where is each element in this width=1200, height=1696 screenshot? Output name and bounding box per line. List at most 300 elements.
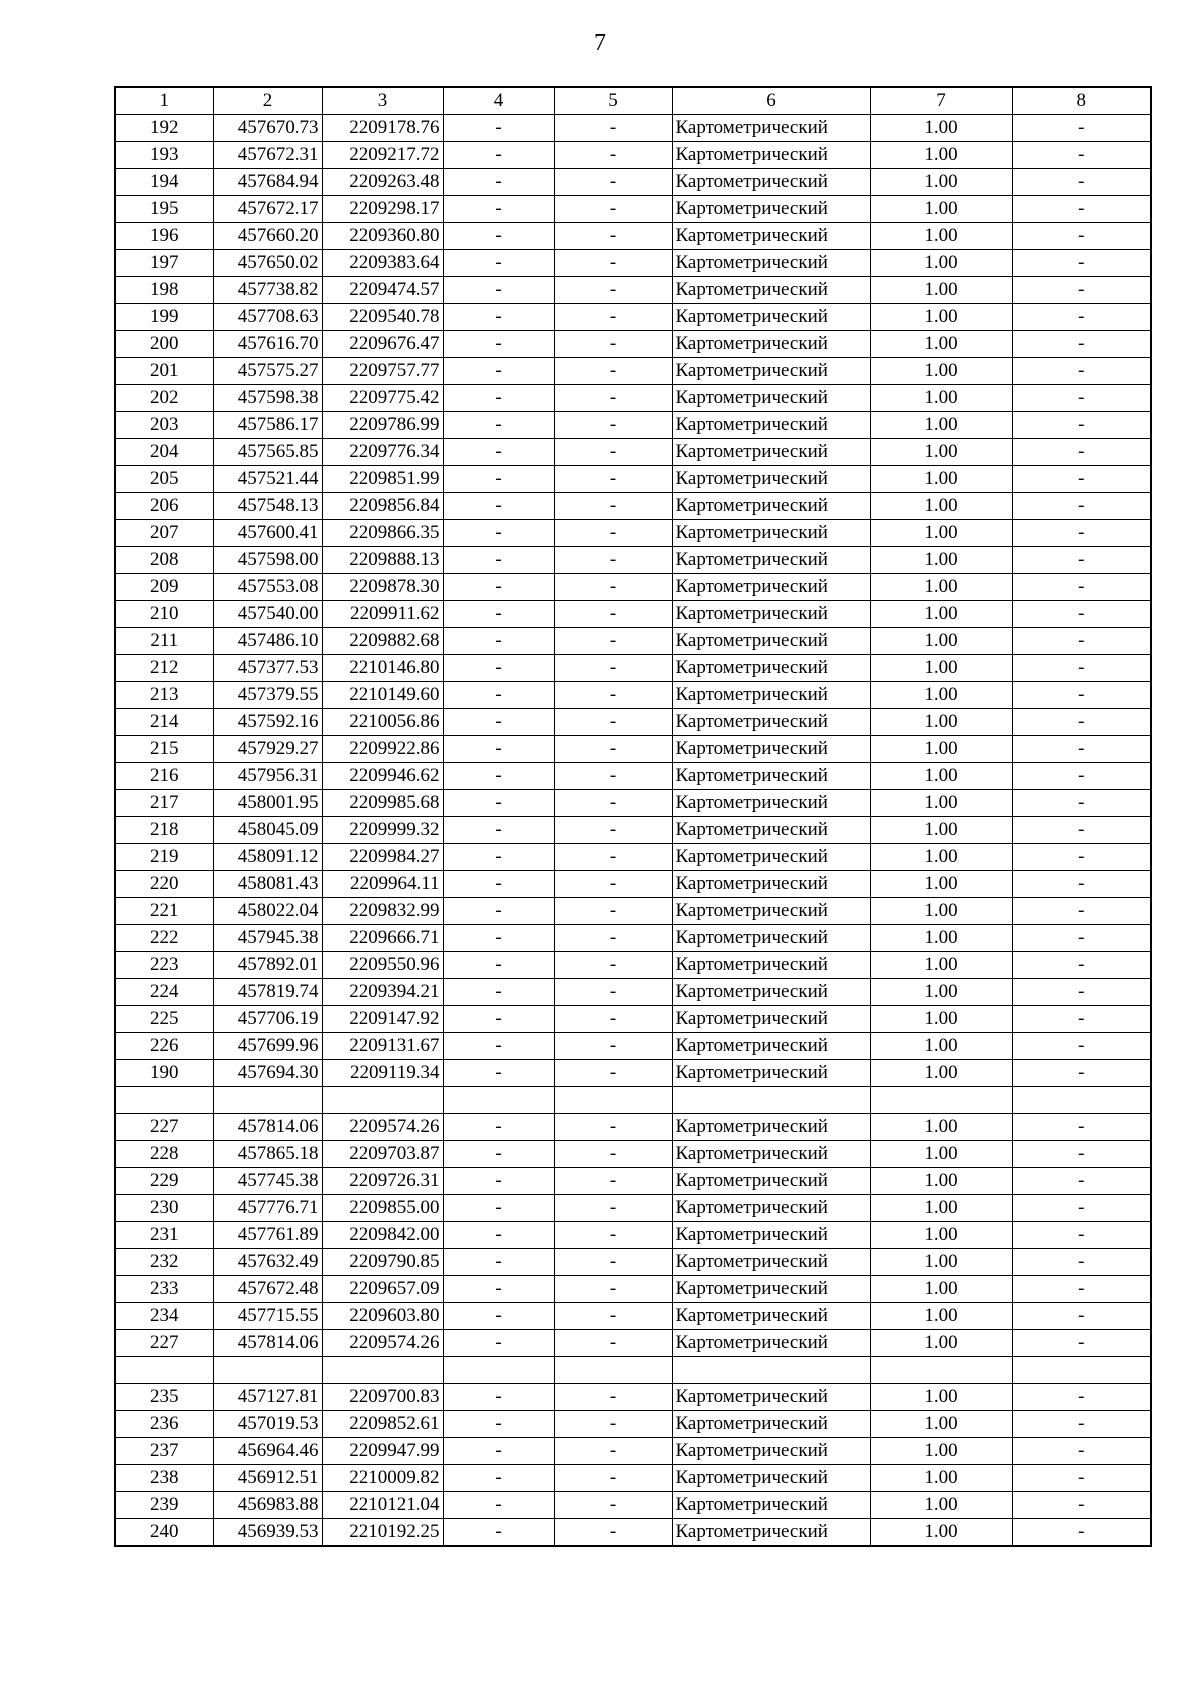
column-8-cell: - xyxy=(1012,1060,1151,1087)
y-coordinate-cell: 2209878.30 xyxy=(322,574,443,601)
precision-cell: 1.00 xyxy=(870,493,1012,520)
x-coordinate-cell: 457706.19 xyxy=(213,1006,322,1033)
precision-cell: 1.00 xyxy=(870,1060,1012,1087)
column-5-cell: - xyxy=(554,1060,672,1087)
column-8-cell: - xyxy=(1012,709,1151,736)
point-number-cell: 207 xyxy=(115,520,213,547)
column-8-cell: - xyxy=(1012,466,1151,493)
precision-cell: 1.00 xyxy=(870,979,1012,1006)
x-coordinate-cell: 457694.30 xyxy=(213,1060,322,1087)
point-number-cell: 226 xyxy=(115,1033,213,1060)
y-coordinate-cell: 2210121.04 xyxy=(322,1492,443,1519)
x-coordinate-cell: 457684.94 xyxy=(213,169,322,196)
x-coordinate-cell: 458022.04 xyxy=(213,898,322,925)
table-row xyxy=(115,331,1151,358)
column-4-cell: - xyxy=(443,844,554,871)
point-number-cell: 224 xyxy=(115,979,213,1006)
column-4-cell: - xyxy=(443,1384,554,1411)
precision-cell: 1.00 xyxy=(870,196,1012,223)
table-row xyxy=(115,439,1151,466)
column-5-cell: - xyxy=(554,1141,672,1168)
x-coordinate-cell xyxy=(213,1357,322,1384)
table-row xyxy=(115,1114,1151,1141)
table-row xyxy=(115,979,1151,1006)
y-coordinate-cell: 2209147.92 xyxy=(322,1006,443,1033)
table-row xyxy=(115,682,1151,709)
table-row xyxy=(115,1438,1151,1465)
column-8-cell: - xyxy=(1012,574,1151,601)
column-5-cell: - xyxy=(554,1303,672,1330)
column-4-cell: - xyxy=(443,1330,554,1357)
y-coordinate-cell: 2209119.34 xyxy=(322,1060,443,1087)
y-coordinate-cell: 2209550.96 xyxy=(322,952,443,979)
point-number-cell: 198 xyxy=(115,277,213,304)
y-coordinate-cell: 2209775.42 xyxy=(322,385,443,412)
point-number-cell: 219 xyxy=(115,844,213,871)
column-8-cell: - xyxy=(1012,1492,1151,1519)
method-cell: Картометрический xyxy=(672,952,870,979)
column-4-cell: - xyxy=(443,736,554,763)
y-coordinate-cell: 2210009.82 xyxy=(322,1465,443,1492)
column-5-cell: - xyxy=(554,1465,672,1492)
x-coordinate-cell: 457586.17 xyxy=(213,412,322,439)
y-coordinate-cell: 2210056.86 xyxy=(322,709,443,736)
x-coordinate-cell: 458045.09 xyxy=(213,817,322,844)
x-coordinate-cell: 456939.53 xyxy=(213,1519,322,1547)
column-5-cell: - xyxy=(554,1384,672,1411)
precision-cell xyxy=(870,1357,1012,1384)
y-coordinate-cell: 2210192.25 xyxy=(322,1519,443,1547)
method-cell: Картометрический xyxy=(672,1465,870,1492)
method-cell: Картометрический xyxy=(672,979,870,1006)
precision-cell: 1.00 xyxy=(870,871,1012,898)
table-row xyxy=(115,1276,1151,1303)
method-cell: Картометрический xyxy=(672,790,870,817)
method-cell: Картометрический xyxy=(672,169,870,196)
x-coordinate-cell: 456983.88 xyxy=(213,1492,322,1519)
column-8-cell: - xyxy=(1012,898,1151,925)
precision-cell xyxy=(870,1087,1012,1114)
column-8-cell: - xyxy=(1012,736,1151,763)
y-coordinate-cell: 2209984.27 xyxy=(322,844,443,871)
x-coordinate-cell: 457553.08 xyxy=(213,574,322,601)
method-cell: Картометрический xyxy=(672,1222,870,1249)
column-8-cell: - xyxy=(1012,223,1151,250)
column-8-cell: - xyxy=(1012,655,1151,682)
precision-cell: 1.00 xyxy=(870,1195,1012,1222)
precision-cell: 1.00 xyxy=(870,1222,1012,1249)
column-5-cell: - xyxy=(554,979,672,1006)
column-4-cell: - xyxy=(443,439,554,466)
column-4-cell: - xyxy=(443,1114,554,1141)
column-4-cell: - xyxy=(443,1519,554,1547)
method-cell: Картометрический xyxy=(672,1411,870,1438)
y-coordinate-cell: 2209882.68 xyxy=(322,628,443,655)
y-coordinate-cell: 2209856.84 xyxy=(322,493,443,520)
column-5-cell: - xyxy=(554,871,672,898)
x-coordinate-cell: 457598.00 xyxy=(213,547,322,574)
method-cell: Картометрический xyxy=(672,1060,870,1087)
column-8-cell: - xyxy=(1012,952,1151,979)
method-cell: Картометрический xyxy=(672,763,870,790)
column-4-cell: - xyxy=(443,1249,554,1276)
column-8-cell: - xyxy=(1012,601,1151,628)
y-coordinate-cell: 2209946.62 xyxy=(322,763,443,790)
table-row xyxy=(115,898,1151,925)
x-coordinate-cell: 457521.44 xyxy=(213,466,322,493)
x-coordinate-cell: 456964.46 xyxy=(213,1438,322,1465)
table-row xyxy=(115,196,1151,223)
table-row xyxy=(115,1384,1151,1411)
precision-cell: 1.00 xyxy=(870,925,1012,952)
table-row xyxy=(115,1465,1151,1492)
column-4-cell: - xyxy=(443,1222,554,1249)
precision-cell: 1.00 xyxy=(870,1438,1012,1465)
table-row xyxy=(115,601,1151,628)
table-row xyxy=(115,1519,1151,1547)
point-number-cell: 234 xyxy=(115,1303,213,1330)
column-4-cell: - xyxy=(443,277,554,304)
column-5-cell: - xyxy=(554,628,672,655)
table-row xyxy=(115,871,1151,898)
x-coordinate-cell: 457565.85 xyxy=(213,439,322,466)
precision-cell: 1.00 xyxy=(870,844,1012,871)
column-4-cell: - xyxy=(443,1276,554,1303)
point-number-cell: 223 xyxy=(115,952,213,979)
column-4-cell: - xyxy=(443,358,554,385)
table-row xyxy=(115,169,1151,196)
x-coordinate-cell: 457377.53 xyxy=(213,655,322,682)
column-8-cell: - xyxy=(1012,1195,1151,1222)
x-coordinate-cell: 457745.38 xyxy=(213,1168,322,1195)
y-coordinate-cell: 2209666.71 xyxy=(322,925,443,952)
column-4-cell: - xyxy=(443,628,554,655)
x-coordinate-cell: 457670.73 xyxy=(213,115,322,142)
point-number-cell: 195 xyxy=(115,196,213,223)
x-coordinate-cell: 457660.20 xyxy=(213,223,322,250)
column-5-cell: - xyxy=(554,493,672,520)
column-4-cell: - xyxy=(443,250,554,277)
column-5-cell: - xyxy=(554,331,672,358)
column-5-cell xyxy=(554,1357,672,1384)
method-cell: Картометрический xyxy=(672,1330,870,1357)
table-row xyxy=(115,952,1151,979)
point-number-cell: 194 xyxy=(115,169,213,196)
point-number-cell: 199 xyxy=(115,304,213,331)
table-row xyxy=(115,304,1151,331)
x-coordinate-cell: 457672.31 xyxy=(213,142,322,169)
y-coordinate-cell: 2209178.76 xyxy=(322,115,443,142)
column-4-cell: - xyxy=(443,547,554,574)
x-coordinate-cell: 457738.82 xyxy=(213,277,322,304)
precision-cell: 1.00 xyxy=(870,358,1012,385)
column-5-cell: - xyxy=(554,304,672,331)
point-number-cell: 211 xyxy=(115,628,213,655)
column-5-cell: - xyxy=(554,439,672,466)
column-5-cell: - xyxy=(554,790,672,817)
column-8-cell: - xyxy=(1012,115,1151,142)
method-cell: Картометрический xyxy=(672,1168,870,1195)
point-number-cell: 235 xyxy=(115,1384,213,1411)
column-5-cell: - xyxy=(554,466,672,493)
column-8-cell: - xyxy=(1012,1438,1151,1465)
column-5-cell: - xyxy=(554,1492,672,1519)
table-row xyxy=(115,655,1151,682)
table-row xyxy=(115,466,1151,493)
point-number-cell: 227 xyxy=(115,1330,213,1357)
y-coordinate-cell: 2209985.68 xyxy=(322,790,443,817)
x-coordinate-cell: 457616.70 xyxy=(213,331,322,358)
column-8-cell: - xyxy=(1012,844,1151,871)
precision-cell: 1.00 xyxy=(870,898,1012,925)
x-coordinate-cell: 457598.38 xyxy=(213,385,322,412)
column-4-cell: - xyxy=(443,1141,554,1168)
method-cell: Картометрический xyxy=(672,412,870,439)
point-number-cell: 233 xyxy=(115,1276,213,1303)
column-5-cell: - xyxy=(554,358,672,385)
column-4-cell: - xyxy=(443,1465,554,1492)
precision-cell: 1.00 xyxy=(870,1519,1012,1547)
y-coordinate-cell: 2209866.35 xyxy=(322,520,443,547)
precision-cell: 1.00 xyxy=(870,412,1012,439)
column-8-cell: - xyxy=(1012,682,1151,709)
column-4-cell: - xyxy=(443,520,554,547)
precision-cell: 1.00 xyxy=(870,277,1012,304)
column-4-cell: - xyxy=(443,682,554,709)
point-number-cell: 209 xyxy=(115,574,213,601)
y-coordinate-cell: 2209703.87 xyxy=(322,1141,443,1168)
table-row xyxy=(115,1357,1151,1384)
method-cell: Картометрический xyxy=(672,142,870,169)
precision-cell: 1.00 xyxy=(870,385,1012,412)
column-4-cell: - xyxy=(443,493,554,520)
method-cell: Картометрический xyxy=(672,1141,870,1168)
column-8-cell: - xyxy=(1012,196,1151,223)
method-cell: Картометрический xyxy=(672,277,870,304)
table-row xyxy=(115,817,1151,844)
precision-cell: 1.00 xyxy=(870,1276,1012,1303)
method-cell: Картометрический xyxy=(672,196,870,223)
method-cell: Картометрический xyxy=(672,439,870,466)
column-4-cell: - xyxy=(443,871,554,898)
y-coordinate-cell: 2209700.83 xyxy=(322,1384,443,1411)
column-header: 5 xyxy=(554,87,672,115)
y-coordinate-cell: 2209922.86 xyxy=(322,736,443,763)
table-row xyxy=(115,277,1151,304)
column-5-cell: - xyxy=(554,925,672,952)
point-number-cell: 229 xyxy=(115,1168,213,1195)
column-8-cell: - xyxy=(1012,358,1151,385)
column-header: 1 xyxy=(115,87,213,115)
column-5-cell: - xyxy=(554,682,672,709)
column-8-cell: - xyxy=(1012,817,1151,844)
x-coordinate-cell: 458001.95 xyxy=(213,790,322,817)
point-number-cell: 190 xyxy=(115,1060,213,1087)
point-number-cell xyxy=(115,1087,213,1114)
method-cell: Картометрический xyxy=(672,520,870,547)
column-4-cell: - xyxy=(443,196,554,223)
y-coordinate-cell: 2209131.67 xyxy=(322,1033,443,1060)
method-cell: Картометрический xyxy=(672,574,870,601)
method-cell: Картометрический xyxy=(672,1276,870,1303)
table-row xyxy=(115,1303,1151,1330)
method-cell: Картометрический xyxy=(672,331,870,358)
method-cell: Картометрический xyxy=(672,601,870,628)
column-5-cell: - xyxy=(554,223,672,250)
point-number-cell: 228 xyxy=(115,1141,213,1168)
column-8-cell: - xyxy=(1012,331,1151,358)
table-row xyxy=(115,1249,1151,1276)
method-cell: Картометрический xyxy=(672,1006,870,1033)
method-cell: Картометрический xyxy=(672,1492,870,1519)
column-header: 6 xyxy=(672,87,870,115)
precision-cell: 1.00 xyxy=(870,1006,1012,1033)
method-cell: Картометрический xyxy=(672,1249,870,1276)
point-number-cell: 218 xyxy=(115,817,213,844)
y-coordinate-cell: 2209832.99 xyxy=(322,898,443,925)
method-cell: Картометрический xyxy=(672,898,870,925)
x-coordinate-cell: 457540.00 xyxy=(213,601,322,628)
table-row xyxy=(115,1195,1151,1222)
column-8-cell: - xyxy=(1012,1168,1151,1195)
table-row xyxy=(115,844,1151,871)
point-number-cell: 204 xyxy=(115,439,213,466)
point-number-cell: 238 xyxy=(115,1465,213,1492)
table-row xyxy=(115,1411,1151,1438)
column-header: 2 xyxy=(213,87,322,115)
method-cell xyxy=(672,1357,870,1384)
column-4-cell: - xyxy=(443,1492,554,1519)
point-number-cell: 215 xyxy=(115,736,213,763)
coordinates-table xyxy=(114,86,1152,1547)
column-5-cell: - xyxy=(554,196,672,223)
method-cell: Картометрический xyxy=(672,655,870,682)
column-4-cell: - xyxy=(443,1195,554,1222)
column-header: 8 xyxy=(1012,87,1151,115)
method-cell: Картометрический xyxy=(672,817,870,844)
x-coordinate-cell: 457708.63 xyxy=(213,304,322,331)
precision-cell: 1.00 xyxy=(870,1141,1012,1168)
column-5-cell: - xyxy=(554,1330,672,1357)
column-8-cell: - xyxy=(1012,871,1151,898)
table-row xyxy=(115,358,1151,385)
page-number: 7 xyxy=(594,30,606,56)
column-8-cell: - xyxy=(1012,493,1151,520)
column-5-cell: - xyxy=(554,115,672,142)
column-4-cell: - xyxy=(443,412,554,439)
precision-cell: 1.00 xyxy=(870,466,1012,493)
y-coordinate-cell: 2209911.62 xyxy=(322,601,443,628)
point-number-cell: 217 xyxy=(115,790,213,817)
column-5-cell: - xyxy=(554,142,672,169)
column-4-cell: - xyxy=(443,1411,554,1438)
column-5-cell: - xyxy=(554,169,672,196)
table-row xyxy=(115,1492,1151,1519)
point-number-cell: 216 xyxy=(115,763,213,790)
point-number-cell: 225 xyxy=(115,1006,213,1033)
table-row xyxy=(115,250,1151,277)
column-8-cell xyxy=(1012,1087,1151,1114)
column-4-cell: - xyxy=(443,709,554,736)
precision-cell: 1.00 xyxy=(870,520,1012,547)
precision-cell: 1.00 xyxy=(870,952,1012,979)
table-row xyxy=(115,790,1151,817)
precision-cell: 1.00 xyxy=(870,304,1012,331)
table-row xyxy=(115,520,1151,547)
point-number-cell: 201 xyxy=(115,358,213,385)
column-4-cell: - xyxy=(443,655,554,682)
y-coordinate-cell: 2209726.31 xyxy=(322,1168,443,1195)
precision-cell: 1.00 xyxy=(870,574,1012,601)
precision-cell: 1.00 xyxy=(870,790,1012,817)
point-number-cell: 203 xyxy=(115,412,213,439)
column-4-cell xyxy=(443,1087,554,1114)
column-8-cell: - xyxy=(1012,250,1151,277)
column-5-cell: - xyxy=(554,1438,672,1465)
y-coordinate-cell: 2209298.17 xyxy=(322,196,443,223)
x-coordinate-cell: 457956.31 xyxy=(213,763,322,790)
column-4-cell: - xyxy=(443,925,554,952)
y-coordinate-cell: 2209540.78 xyxy=(322,304,443,331)
table-row xyxy=(115,574,1151,601)
x-coordinate-cell: 457672.48 xyxy=(213,1276,322,1303)
x-coordinate-cell: 457715.55 xyxy=(213,1303,322,1330)
precision-cell: 1.00 xyxy=(870,1033,1012,1060)
column-5-cell: - xyxy=(554,655,672,682)
column-4-cell: - xyxy=(443,1033,554,1060)
column-8-cell: - xyxy=(1012,1249,1151,1276)
y-coordinate-cell xyxy=(322,1357,443,1384)
method-cell: Картометрический xyxy=(672,844,870,871)
column-header: 7 xyxy=(870,87,1012,115)
point-number-cell: 221 xyxy=(115,898,213,925)
table-row xyxy=(115,1087,1151,1114)
table-row xyxy=(115,1141,1151,1168)
precision-cell: 1.00 xyxy=(870,736,1012,763)
column-8-cell: - xyxy=(1012,1411,1151,1438)
table-row xyxy=(115,709,1151,736)
precision-cell: 1.00 xyxy=(870,1330,1012,1357)
x-coordinate-cell: 457548.13 xyxy=(213,493,322,520)
column-5-cell: - xyxy=(554,250,672,277)
x-coordinate-cell: 457819.74 xyxy=(213,979,322,1006)
point-number-cell: 230 xyxy=(115,1195,213,1222)
x-coordinate-cell: 457761.89 xyxy=(213,1222,322,1249)
table-row xyxy=(115,547,1151,574)
y-coordinate-cell: 2209263.48 xyxy=(322,169,443,196)
point-number-cell: 192 xyxy=(115,115,213,142)
column-4-cell: - xyxy=(443,979,554,1006)
x-coordinate-cell: 456912.51 xyxy=(213,1465,322,1492)
method-cell: Картометрический xyxy=(672,250,870,277)
precision-cell: 1.00 xyxy=(870,115,1012,142)
method-cell: Картометрический xyxy=(672,736,870,763)
column-8-cell: - xyxy=(1012,763,1151,790)
method-cell: Картометрический xyxy=(672,358,870,385)
x-coordinate-cell: 457019.53 xyxy=(213,1411,322,1438)
column-8-cell: - xyxy=(1012,1465,1151,1492)
column-4-cell: - xyxy=(443,223,554,250)
column-5-cell: - xyxy=(554,1222,672,1249)
precision-cell: 1.00 xyxy=(870,1492,1012,1519)
point-number-cell: 208 xyxy=(115,547,213,574)
column-5-cell: - xyxy=(554,1006,672,1033)
column-8-cell: - xyxy=(1012,142,1151,169)
method-cell: Картометрический xyxy=(672,466,870,493)
column-4-cell: - xyxy=(443,952,554,979)
precision-cell: 1.00 xyxy=(870,1384,1012,1411)
column-4-cell: - xyxy=(443,385,554,412)
